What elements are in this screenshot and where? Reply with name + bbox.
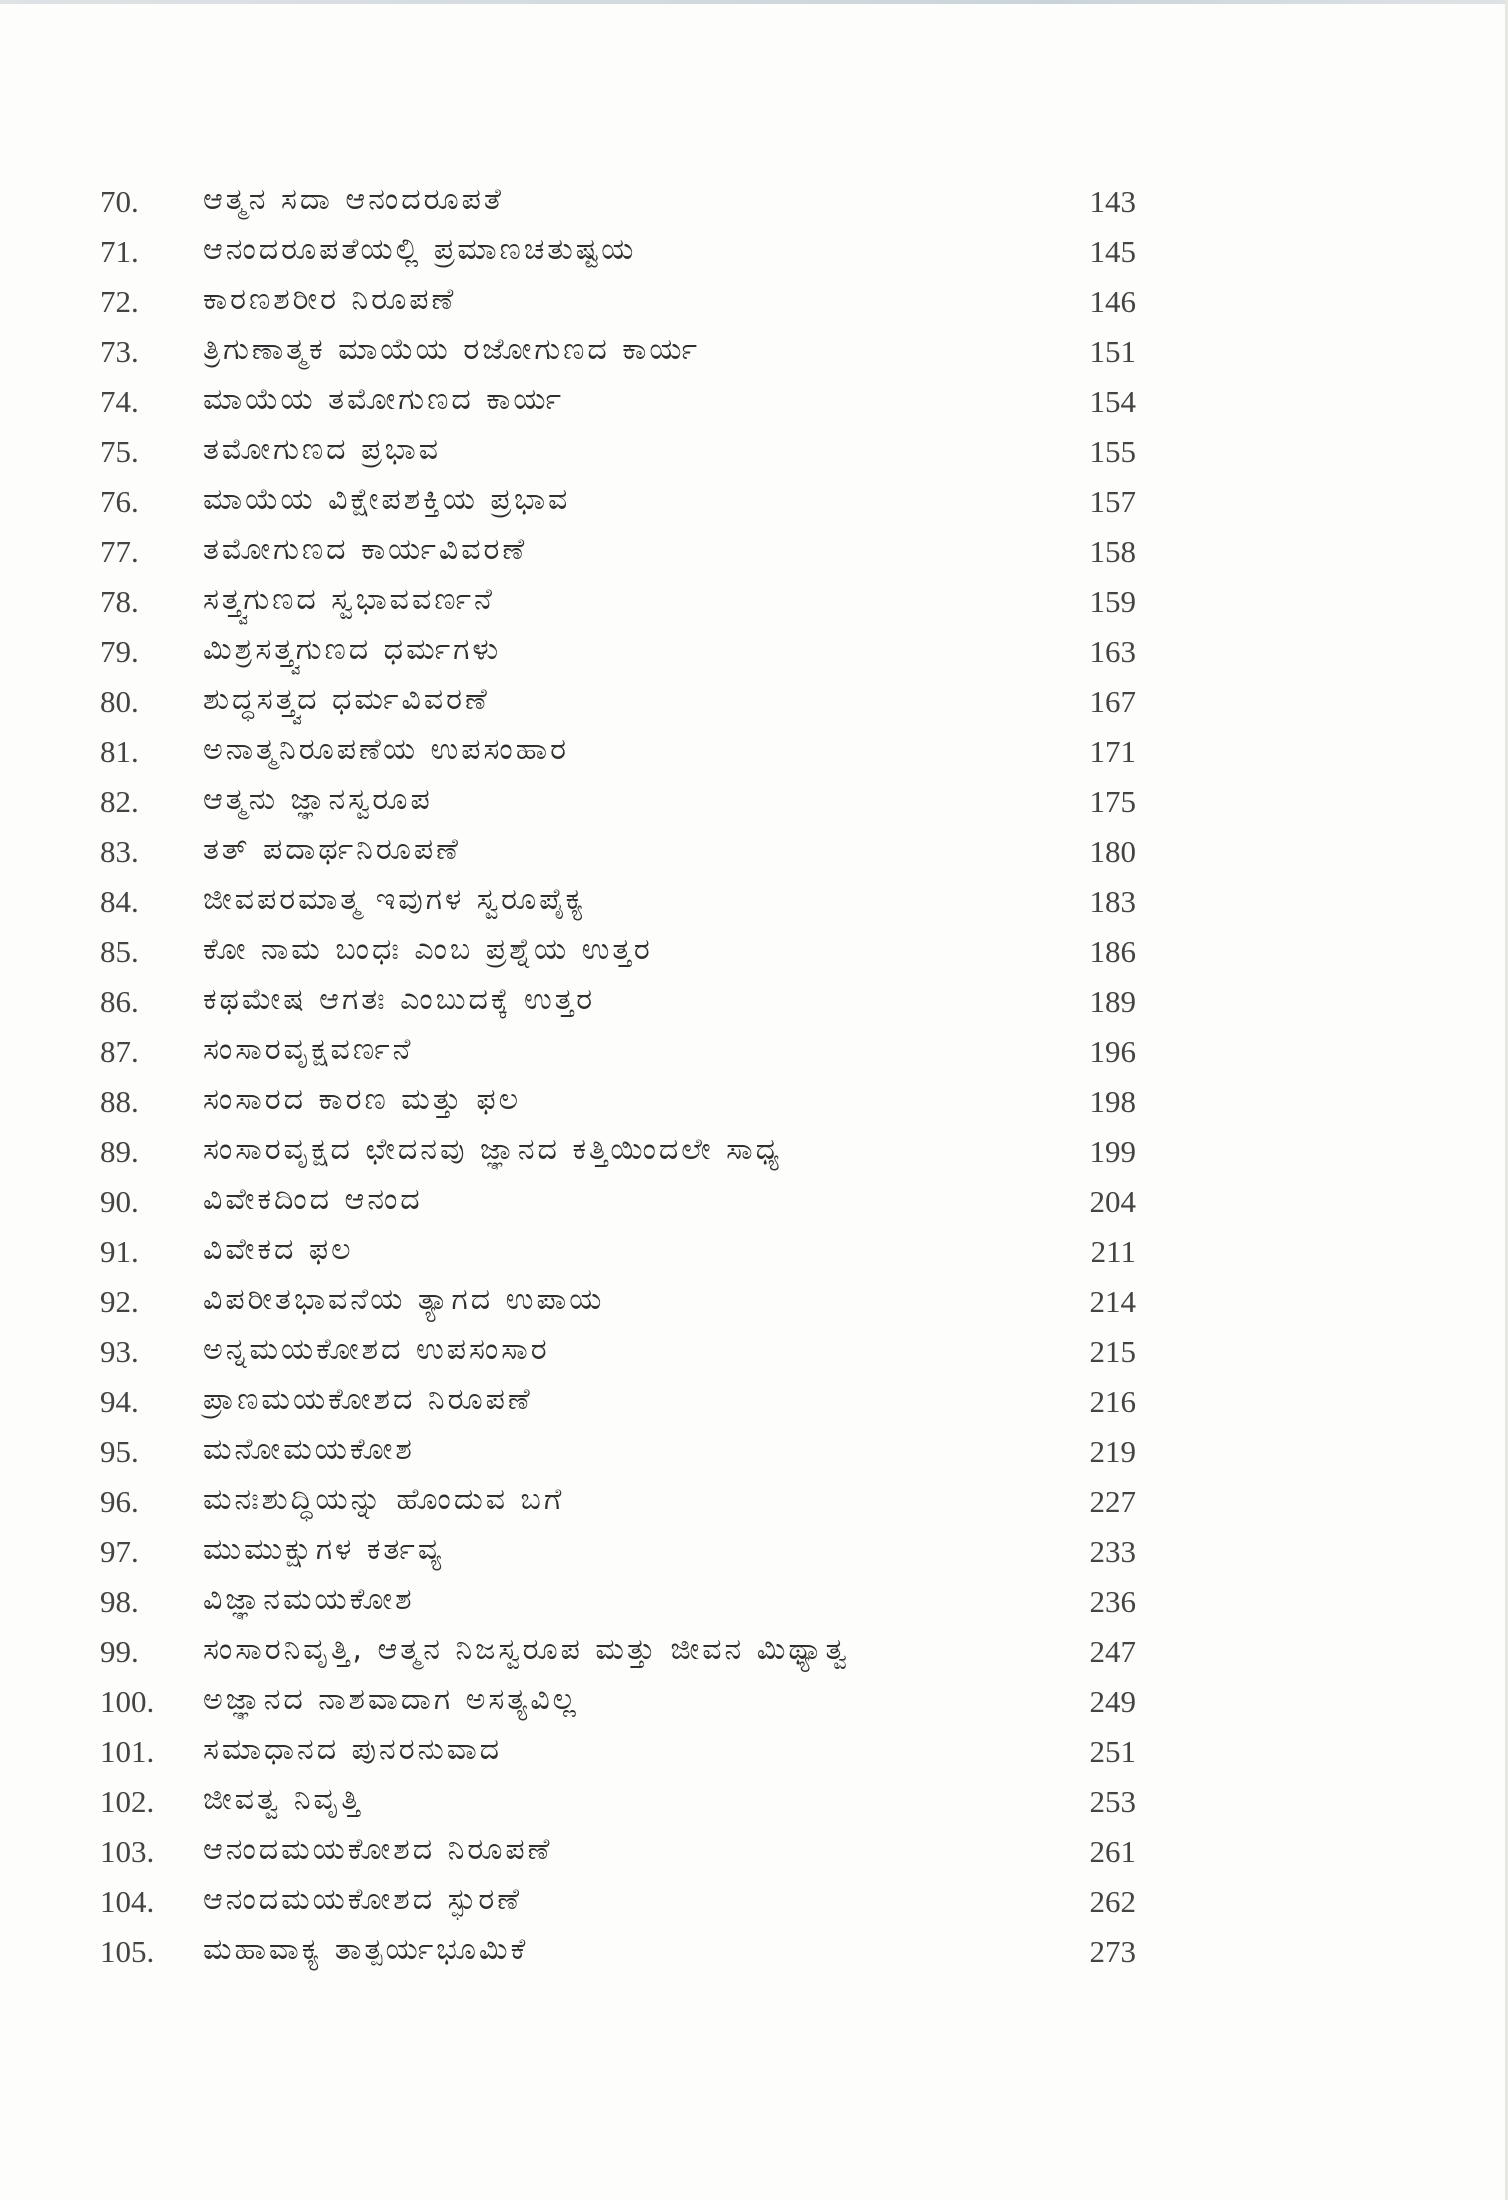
toc-entry-title: ಮುಮುಕ್ಷುಗಳ ಕರ್ತವ್ಯ [203,1532,445,1567]
toc-entry [0,926,1508,976]
toc-entry [0,426,1508,476]
toc-entry [0,1726,1508,1776]
toc-entry [0,776,1508,826]
toc-entry-page: 154 [1089,384,1136,419]
toc-entry [0,176,1508,226]
toc-entry-page: 199 [1089,1134,1136,1169]
toc-entry-page: 163 [1089,634,1136,669]
toc-entry [0,1576,1508,1626]
toc-entry-title: ಆನಂದಮಯಕೋಶದ ಸ್ಫುರಣೆ [203,1882,523,1917]
toc-entry [0,1926,1508,1976]
toc-entry-title: ಮನೋಮಯಕೋಶ [203,1432,415,1467]
toc-entry-title: ಅನಾತ್ಮನಿರೂಪಣೆಯ ಉಪಸಂಹಾರ [203,732,569,767]
toc-entry-number: 94. [100,1384,139,1419]
toc-entry-number: 104. [100,1884,155,1919]
toc-entry-title: ಪ್ರಾಣಮಯಕೋಶದ ನಿರೂಪಣೆ [203,1382,533,1417]
toc-entry-page: 236 [1089,1584,1136,1619]
toc-entry-page: 253 [1089,1784,1136,1819]
toc-entry-number: 79. [100,634,139,669]
toc-entry-page: 180 [1089,834,1136,869]
toc-entry [0,1526,1508,1576]
toc-entry-page: 247 [1089,1634,1136,1669]
toc-entry-page: 196 [1089,1034,1136,1069]
toc-entry-number: 95. [100,1434,139,1469]
toc-entry-number: 70. [100,184,139,219]
toc-entry-title: ಸಂಸಾರನಿವೃತ್ತಿ, ಆತ್ಮನ ನಿಜಸ್ವರೂಪ ಮತ್ತು ಜೀವನ ಮಿಥ್ಯಾತ್ವ [203,1632,850,1667]
toc-entry-number: 102. [100,1784,155,1819]
toc-entry-number: 77. [100,534,139,569]
toc-entry-number: 99. [100,1634,139,1669]
toc-entry-title: ಸಂಸಾರದ ಕಾರಣ ಮತ್ತು ಫಲ [203,1082,522,1117]
toc-entry-page: 215 [1089,1334,1136,1369]
toc-entry [0,576,1508,626]
toc-entry-number: 105. [100,1934,155,1969]
toc-entry [0,1126,1508,1176]
toc-entry-number: 85. [100,934,139,969]
toc-entry-page: 211 [1090,1234,1136,1269]
toc-entry-page: 157 [1089,484,1136,519]
toc-entry-title: ವಿವೇಕದಿಂದ ಆನಂದ [203,1182,423,1217]
toc-entry-title: ಮನಃಶುದ್ಧಿಯನ್ನು ಹೊಂದುವ ಬಗೆ [203,1482,565,1517]
toc-entry-page: 251 [1089,1734,1136,1769]
toc-entry-page: 167 [1089,684,1136,719]
toc-entry-number: 91. [100,1234,139,1269]
toc-entry-title: ಆತ್ಮನು ಜ್ಞಾನಸ್ವರೂಪ [203,782,433,817]
toc-entry-page: 204 [1089,1184,1136,1219]
toc-entry-number: 90. [100,1184,139,1219]
toc-entry-page: 219 [1089,1434,1136,1469]
toc-entry [0,1776,1508,1826]
toc-entry-number: 88. [100,1084,139,1119]
toc-entry-title: ತತ್ ಪದಾರ್ಥನಿರೂಪಣೆ [203,832,461,867]
toc-entry-page: 216 [1089,1384,1136,1419]
toc-entry-page: 227 [1089,1484,1136,1519]
toc-entry-title: ತಮೋಗುಣದ ಪ್ರಭಾವ [203,432,441,467]
toc-entry [0,476,1508,526]
toc-entry-page: 261 [1089,1834,1136,1869]
toc-entry [0,1426,1508,1476]
toc-entry-page: 143 [1089,184,1136,219]
toc-entry-title: ಕೋ ನಾಮ ಬಂಧಃ ಎಂಬ ಪ್ರಶ್ನೆಯ ಉತ್ತರ [203,932,653,967]
toc-entry-number: 97. [100,1534,139,1569]
toc-entry [0,676,1508,726]
toc-entry-title: ವಿವೇಕದ ಫಲ [203,1232,354,1267]
toc-entry-title: ತ್ರಿಗುಣಾತ್ಮಕ ಮಾಯೆಯ ರಜೋಗುಣದ ಕಾರ್ಯ [203,332,701,367]
toc-entry [0,1176,1508,1226]
toc-entry-page: 233 [1089,1534,1136,1569]
toc-entry [0,1876,1508,1926]
toc-entry [0,876,1508,926]
toc-entry-number: 101. [100,1734,155,1769]
toc-entry-page: 186 [1089,934,1136,969]
toc-entry-page: 262 [1089,1884,1136,1919]
toc-entry [0,1826,1508,1876]
toc-entry-page: 158 [1089,534,1136,569]
toc-entry-title: ಆತ್ಮನ ಸದಾ ಆನಂದರೂಪತೆ [203,182,504,217]
toc-entry-page: 198 [1089,1084,1136,1119]
toc-entry-title: ಆನಂದರೂಪತೆಯಲ್ಲಿ ಪ್ರಮಾಣಚತುಷ್ಟಯ [203,232,637,267]
toc-entry-page: 155 [1089,434,1136,469]
toc-entry-title: ವಿಪರೀತಭಾವನೆಯ ತ್ಯಾಗದ ಉಪಾಯ [203,1282,605,1317]
toc-entry-title: ಮಿಶ್ರಸತ್ತ್ವಗುಣದ ಧರ್ಮಗಳು [203,632,502,667]
toc-entry-title: ಸಂಸಾರವೃಕ್ಷವರ್ಣನೆ [203,1032,414,1067]
toc-entry [0,826,1508,876]
toc-entry-number: 103. [100,1834,155,1869]
toc-entry-number: 76. [100,484,139,519]
toc-entry-page: 214 [1089,1284,1136,1319]
toc-entry [0,1376,1508,1426]
page-top-edge [0,0,1508,4]
table-of-contents [0,176,1508,1976]
toc-entry-number: 89. [100,1134,139,1169]
toc-entry [0,1326,1508,1376]
toc-entry-title: ತಮೋಗುಣದ ಕಾರ್ಯವಿವರಣೆ [203,532,528,567]
toc-entry-title: ಕಥಮೇಷ ಆಗತಃ ಎಂಬುದಕ್ಕೆ ಉತ್ತರ [203,982,596,1017]
toc-entry-number: 83. [100,834,139,869]
toc-entry-page: 151 [1089,334,1136,369]
toc-entry-number: 84. [100,884,139,919]
toc-entry-title: ಜೀವತ್ವ ನಿವೃತ್ತಿ [203,1782,363,1817]
toc-entry-number: 71. [100,234,139,269]
toc-entry-number: 86. [100,984,139,1019]
toc-entry [0,226,1508,276]
toc-entry [0,376,1508,426]
toc-entry-number: 81. [100,734,139,769]
toc-entry-page: 183 [1089,884,1136,919]
toc-entry-title: ಸಂಸಾರವೃಕ್ಷದ ಛೇದನವು ಜ್ಞಾನದ ಕತ್ತಿಯಿಂದಲೇ ಸಾಧ್ಯ [203,1132,783,1167]
toc-entry [0,1026,1508,1076]
toc-entry [0,326,1508,376]
toc-entry [0,276,1508,326]
toc-entry [0,1226,1508,1276]
toc-entry-title: ಶುದ್ಧಸತ್ತ್ವದ ಧರ್ಮವಿವರಣೆ [203,682,490,717]
toc-entry-number: 75. [100,434,139,469]
toc-entry [0,1476,1508,1526]
toc-entry-number: 82. [100,784,139,819]
toc-entry [0,1626,1508,1676]
toc-entry-page: 171 [1089,734,1136,769]
toc-entry-number: 96. [100,1484,139,1519]
toc-entry [0,726,1508,776]
toc-entry-number: 100. [100,1684,155,1719]
toc-entry-page: 273 [1089,1934,1136,1969]
toc-entry-page: 249 [1089,1684,1136,1719]
toc-entry [0,976,1508,1026]
toc-entry-number: 98. [100,1584,139,1619]
toc-entry-title: ಅನ್ನಮಯಕೋಶದ ಉಪಸಂಸಾರ [203,1332,550,1367]
toc-entry-title: ಜೀವಪರಮಾತ್ಮ ಇವುಗಳ ಸ್ವರೂಪೈಕ್ಯ [203,882,587,917]
toc-entry-title: ಸತ್ತ್ವಗುಣದ ಸ್ವಭಾವವರ್ಣನೆ [203,582,495,617]
toc-entry [0,1276,1508,1326]
toc-entry-title: ಆನಂದಮಯಕೋಶದ ನಿರೂಪಣೆ [203,1832,553,1867]
toc-entry-title: ಸಮಾಧಾನದ ಪುನರನುವಾದ [203,1732,503,1767]
toc-entry [0,626,1508,676]
toc-entry-title: ಮಹಾವಾಕ್ಯ ತಾತ್ಪರ್ಯಭೂಮಿಕೆ [203,1932,529,1967]
toc-entry-number: 73. [100,334,139,369]
toc-entry-title: ಅಜ್ಞಾನದ ನಾಶವಾದಾಗ ಅಸತ್ಯವಿಲ್ಲ [203,1682,579,1717]
toc-entry-page: 159 [1089,584,1136,619]
toc-entry-title: ವಿಜ್ಞಾನಮಯಕೋಶ [203,1582,415,1617]
toc-entry-title: ಮಾಯೆಯ ತಮೋಗುಣದ ಕಾರ್ಯ [203,382,565,417]
toc-entry-number: 78. [100,584,139,619]
toc-entry-title: ಮಾಯೆಯ ವಿಕ್ಷೇಪಶಕ್ತಿಯ ಪ್ರಭಾವ [203,482,571,517]
toc-entry-number: 72. [100,284,139,319]
toc-entry-number: 93. [100,1334,139,1369]
toc-entry-number: 87. [100,1034,139,1069]
toc-entry-page: 146 [1089,284,1136,319]
toc-entry [0,1676,1508,1726]
toc-entry-number: 92. [100,1284,139,1319]
toc-entry-page: 145 [1089,234,1136,269]
toc-entry-number: 80. [100,684,139,719]
toc-entry-number: 74. [100,384,139,419]
toc-entry-page: 175 [1089,784,1136,819]
toc-entry-page: 189 [1089,984,1136,1019]
toc-entry [0,1076,1508,1126]
toc-entry [0,526,1508,576]
toc-entry-title: ಕಾರಣಶರೀರ ನಿರೂಪಣೆ [203,282,457,317]
